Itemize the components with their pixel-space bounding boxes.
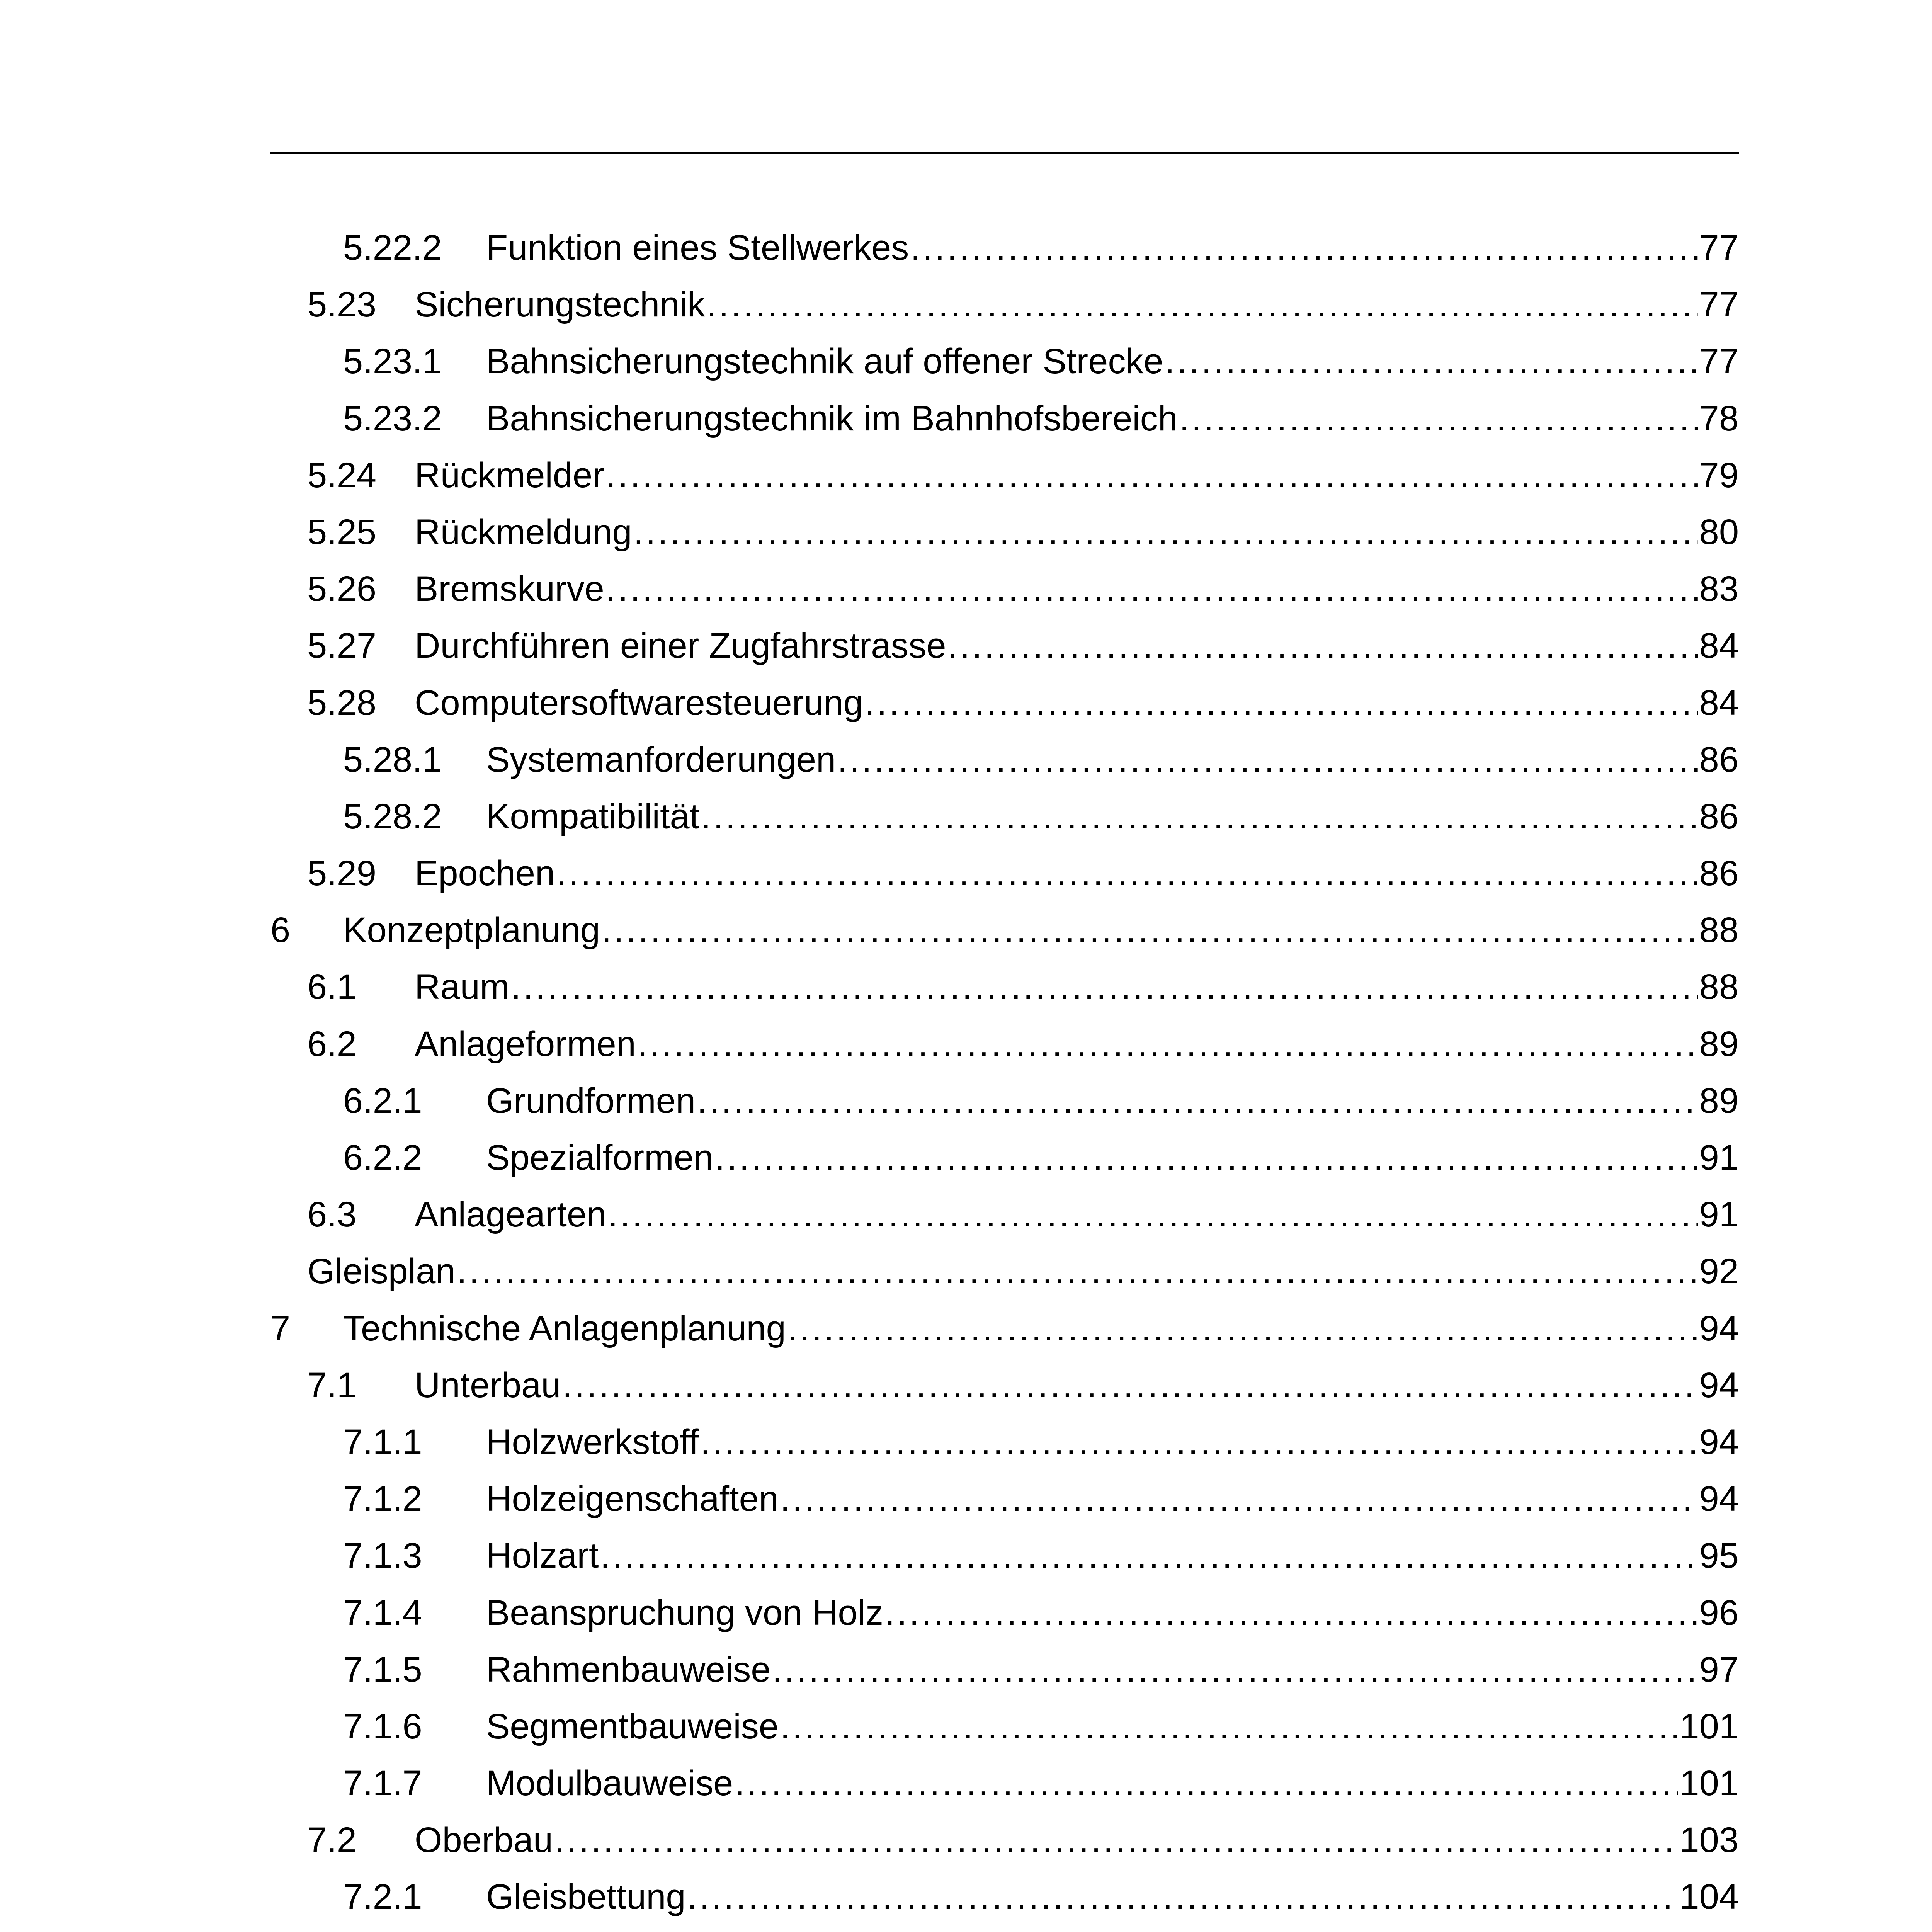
toc-entry-title: Gleisplan	[307, 1252, 456, 1291]
dot-leader	[562, 1357, 1697, 1414]
toc-entry-number: 7.2.1	[343, 1877, 422, 1917]
dot-leader	[885, 1585, 1698, 1641]
toc-entry-page-number: 86	[1699, 796, 1739, 836]
toc-entry-number: 7	[270, 1308, 291, 1348]
toc-entry-page-number: 91	[1699, 1138, 1739, 1177]
toc-entry[interactable]	[270, 276, 1739, 333]
toc-entry-page-number: 103	[1679, 1820, 1739, 1860]
toc-entry-page-number: 78	[1699, 398, 1739, 438]
toc-entry-number: 5.23.2	[343, 398, 442, 438]
toc-entry[interactable]	[270, 1926, 1739, 1932]
toc-entry-line	[486, 1869, 1739, 1925]
toc-entry-title: Rückmelder	[415, 455, 604, 495]
toc-entry-title: Funktion eines Stellwerkes	[486, 228, 909, 267]
dot-leader	[780, 1471, 1698, 1527]
toc-entry[interactable]	[270, 1585, 1739, 1641]
toc-entry-title: Beanspruchung von Holz	[486, 1593, 883, 1633]
dot-leader	[787, 1300, 1698, 1357]
toc-entry-line	[486, 1527, 1739, 1584]
dot-leader	[634, 504, 1698, 561]
toc-entry-number: 6	[270, 910, 291, 950]
toc-entry-line	[415, 504, 1739, 561]
toc-entry-page-number: 86	[1699, 854, 1739, 893]
toc-entry-number: 5.28.1	[343, 740, 442, 779]
dot-leader	[948, 617, 1698, 674]
toc-entry-title: Modulbauweise	[486, 1764, 733, 1803]
toc-entry-page-number: 94	[1699, 1365, 1739, 1405]
dot-leader	[700, 1414, 1697, 1471]
toc-entry-number: 5.23.1	[343, 342, 442, 381]
toc-entry-title: Holzeigenschaften	[486, 1479, 779, 1519]
toc-entry-title: Sicherungstechnik	[415, 285, 705, 325]
toc-entry-number: 6.3	[307, 1195, 357, 1235]
toc-entry[interactable]	[270, 1414, 1739, 1471]
toc-entry-page-number: 88	[1699, 967, 1739, 1007]
toc-entry[interactable]	[270, 1641, 1739, 1698]
toc-entry-page-number: 101	[1679, 1764, 1739, 1803]
toc-entry-line	[415, 1186, 1739, 1243]
dot-leader	[1179, 390, 1698, 447]
toc-entry-page-number: 77	[1699, 285, 1739, 325]
toc-entry-line	[343, 1300, 1739, 1357]
toc-entry-line	[415, 447, 1739, 504]
toc-entry-line	[486, 1926, 1739, 1932]
toc-entry-page-number: 83	[1699, 569, 1739, 609]
dot-leader	[602, 902, 1698, 959]
toc-entry[interactable]	[270, 1016, 1739, 1073]
toc-entry-title: Grundformen	[486, 1081, 696, 1121]
toc-entry-line	[486, 731, 1739, 788]
toc-entry[interactable]	[270, 219, 1739, 276]
toc-entry-page-number: 77	[1699, 228, 1739, 267]
toc-entry-number: 6.2	[307, 1024, 357, 1064]
dot-leader	[695, 1926, 1678, 1932]
table-of-contents	[270, 219, 1739, 1932]
toc-entry-number: 5.23	[307, 285, 377, 325]
toc-entry-line	[486, 1585, 1739, 1641]
toc-entry-number: 7.1.5	[343, 1650, 422, 1689]
toc-entry-title: Bahnsicherungstechnik auf offener Strecke	[486, 342, 1163, 381]
toc-entry[interactable]	[270, 1755, 1739, 1812]
toc-entry[interactable]	[270, 1243, 1739, 1300]
dot-leader	[638, 1016, 1698, 1073]
toc-entry-number: 7.1.1	[343, 1422, 422, 1462]
toc-entry[interactable]	[270, 902, 1739, 959]
dot-leader	[554, 1812, 1678, 1869]
toc-entry-number: 7.1.2	[343, 1479, 422, 1519]
toc-entry-page-number: 86	[1699, 740, 1739, 779]
toc-entry-line	[486, 219, 1739, 276]
dot-leader	[837, 731, 1697, 788]
dot-leader	[910, 219, 1697, 276]
toc-entry-page-number	[1680, 1926, 1739, 1932]
toc-entry-title: Durchführen einer Zugfahrstrasse	[415, 626, 946, 666]
toc-entry-number: 5.25	[307, 512, 377, 552]
toc-entry-title	[486, 1926, 694, 1932]
toc-entry[interactable]	[270, 1698, 1739, 1755]
toc-entry-page-number: 88	[1699, 910, 1739, 950]
toc-entry-page-number: 104	[1679, 1877, 1739, 1917]
toc-entry[interactable]	[270, 504, 1739, 561]
dot-leader	[556, 845, 1697, 902]
toc-entry[interactable]	[270, 1812, 1739, 1869]
toc-entry-page-number: 96	[1699, 1593, 1739, 1633]
toc-entry-page-number: 94	[1699, 1308, 1739, 1348]
dot-leader	[608, 1186, 1697, 1243]
toc-entry-line	[486, 1755, 1739, 1812]
toc-entry-line	[415, 845, 1739, 902]
toc-entry-title: Bremskurve	[415, 569, 604, 609]
toc-entry-title: Holzart	[486, 1536, 599, 1576]
dot-leader	[772, 1641, 1697, 1698]
toc-entry-title: Technische Anlagenplanung	[343, 1308, 786, 1348]
toc-entry-number: 7.1.6	[343, 1706, 422, 1746]
dot-leader	[606, 561, 1698, 617]
toc-entry-line	[415, 675, 1739, 731]
toc-entry-page-number: 95	[1699, 1536, 1739, 1576]
toc-entry-number: 7.1.4	[343, 1593, 422, 1633]
toc-entry-number: 7.1	[307, 1365, 357, 1405]
header-rule	[270, 152, 1739, 154]
toc-entry-number: 5.28	[307, 683, 377, 723]
toc-entry-title: Konzeptplanung	[343, 910, 600, 950]
dot-leader	[457, 1243, 1698, 1300]
toc-entry[interactable]	[270, 1073, 1739, 1129]
toc-entry[interactable]	[270, 731, 1739, 788]
dot-leader	[687, 1869, 1678, 1925]
toc-entry-page-number: 84	[1699, 626, 1739, 666]
toc-entry-title: Oberbau	[415, 1820, 553, 1860]
toc-entry-page-number: 91	[1699, 1195, 1739, 1235]
toc-entry-number: 5.22.2	[343, 228, 442, 267]
toc-entry[interactable]	[270, 1129, 1739, 1186]
toc-entry-number: 7.2	[307, 1820, 357, 1860]
toc-entry[interactable]	[270, 617, 1739, 674]
dot-leader	[865, 675, 1698, 731]
toc-entry-page-number: 97	[1699, 1650, 1739, 1689]
toc-entry-line	[486, 390, 1739, 447]
toc-entry[interactable]	[270, 845, 1739, 902]
toc-entry-number: 6.1	[307, 967, 357, 1007]
toc-entry-title: Rückmeldung	[415, 512, 632, 552]
toc-entry-number: 7.1.7	[343, 1764, 422, 1803]
dot-leader	[715, 1129, 1698, 1186]
dot-leader	[1165, 333, 1698, 390]
toc-entry-line	[486, 1129, 1739, 1186]
toc-entry-page-number: 89	[1699, 1081, 1739, 1121]
toc-entry-title: Kompatibilität	[486, 796, 700, 836]
toc-entry-title: Gleisbettung	[486, 1877, 686, 1917]
toc-entry-number: 5.24	[307, 455, 377, 495]
toc-entry-line	[486, 1471, 1739, 1527]
toc-entry-number: 6.2.1	[343, 1081, 422, 1121]
dot-leader	[735, 1755, 1678, 1812]
toc-entry-page-number: 92	[1699, 1252, 1739, 1291]
toc-entry-line	[415, 959, 1739, 1015]
toc-entry-line	[307, 1243, 1739, 1300]
dot-leader	[707, 276, 1698, 333]
dot-leader	[701, 788, 1697, 845]
toc-entry[interactable]	[270, 1527, 1739, 1584]
toc-entry-page-number: 89	[1699, 1024, 1739, 1064]
toc-entry-line	[415, 1812, 1739, 1869]
toc-entry[interactable]	[270, 561, 1739, 617]
toc-entry[interactable]	[270, 788, 1739, 845]
toc-entry-title: Anlageformen	[415, 1024, 636, 1064]
toc-entry-line	[486, 1414, 1739, 1471]
toc-entry-line	[415, 617, 1739, 674]
toc-entry-page-number: 94	[1699, 1422, 1739, 1462]
dot-leader	[697, 1073, 1698, 1129]
toc-entry-title: Segmentbauweise	[486, 1706, 779, 1746]
toc-entry-title: Holzwerkstoff	[486, 1422, 699, 1462]
toc-entry-number: 6.2.2	[343, 1138, 422, 1177]
toc-entry-title: Spezialformen	[486, 1138, 714, 1177]
toc-entry-page-number: 79	[1699, 455, 1739, 495]
toc-entry-page-number: 101	[1679, 1706, 1739, 1746]
toc-entry-title: Unterbau	[415, 1365, 561, 1405]
toc-entry-title: Systemanforderungen	[486, 740, 836, 779]
toc-entry-title: Computersoftwaresteuerung	[415, 683, 863, 723]
toc-entry-number: 7.1.3	[343, 1536, 422, 1576]
toc-entry[interactable]	[270, 959, 1739, 1015]
toc-entry-page-number: 84	[1699, 683, 1739, 723]
toc-entry-number: 5.27	[307, 626, 377, 666]
toc-entry-number: 5.29	[307, 854, 377, 893]
toc-entry-line	[486, 788, 1739, 845]
toc-entry[interactable]	[270, 333, 1739, 390]
toc-entry-title: Anlagearten	[415, 1195, 607, 1235]
dot-leader	[511, 959, 1697, 1015]
toc-entry[interactable]	[270, 1869, 1739, 1925]
toc-entry-page-number: 94	[1699, 1479, 1739, 1519]
toc-entry[interactable]	[270, 390, 1739, 447]
toc-entry-title: Raum	[415, 967, 510, 1007]
toc-entry-number: 5.26	[307, 569, 377, 609]
toc-entry[interactable]	[270, 675, 1739, 731]
toc-entry-line	[486, 1641, 1739, 1698]
toc-entry-page-number: 80	[1699, 512, 1739, 552]
toc-entry-line	[415, 561, 1739, 617]
toc-entry-number	[343, 1926, 422, 1932]
toc-entry[interactable]	[270, 1471, 1739, 1527]
toc-entry-title: Bahnsicherungstechnik im Bahnhofsbereich	[486, 398, 1178, 438]
toc-entry-title: Epochen	[415, 854, 555, 893]
dot-leader	[600, 1527, 1697, 1584]
toc-entry-line	[343, 902, 1739, 959]
toc-entry-line	[486, 1073, 1739, 1129]
toc-entry-line	[486, 333, 1739, 390]
toc-entry[interactable]	[270, 1357, 1739, 1414]
dot-leader	[780, 1698, 1678, 1755]
toc-entry-number: 5.28.2	[343, 796, 442, 836]
toc-entry[interactable]	[270, 1186, 1739, 1243]
toc-entry-page-number: 77	[1699, 342, 1739, 381]
toc-entry-line	[415, 1016, 1739, 1073]
toc-entry-title: Rahmenbauweise	[486, 1650, 771, 1689]
toc-entry[interactable]	[270, 447, 1739, 504]
toc-entry[interactable]	[270, 1300, 1739, 1357]
toc-entry-line	[486, 1698, 1739, 1755]
toc-entry-line	[415, 276, 1739, 333]
dot-leader	[606, 447, 1698, 504]
toc-entry-line	[415, 1357, 1739, 1414]
